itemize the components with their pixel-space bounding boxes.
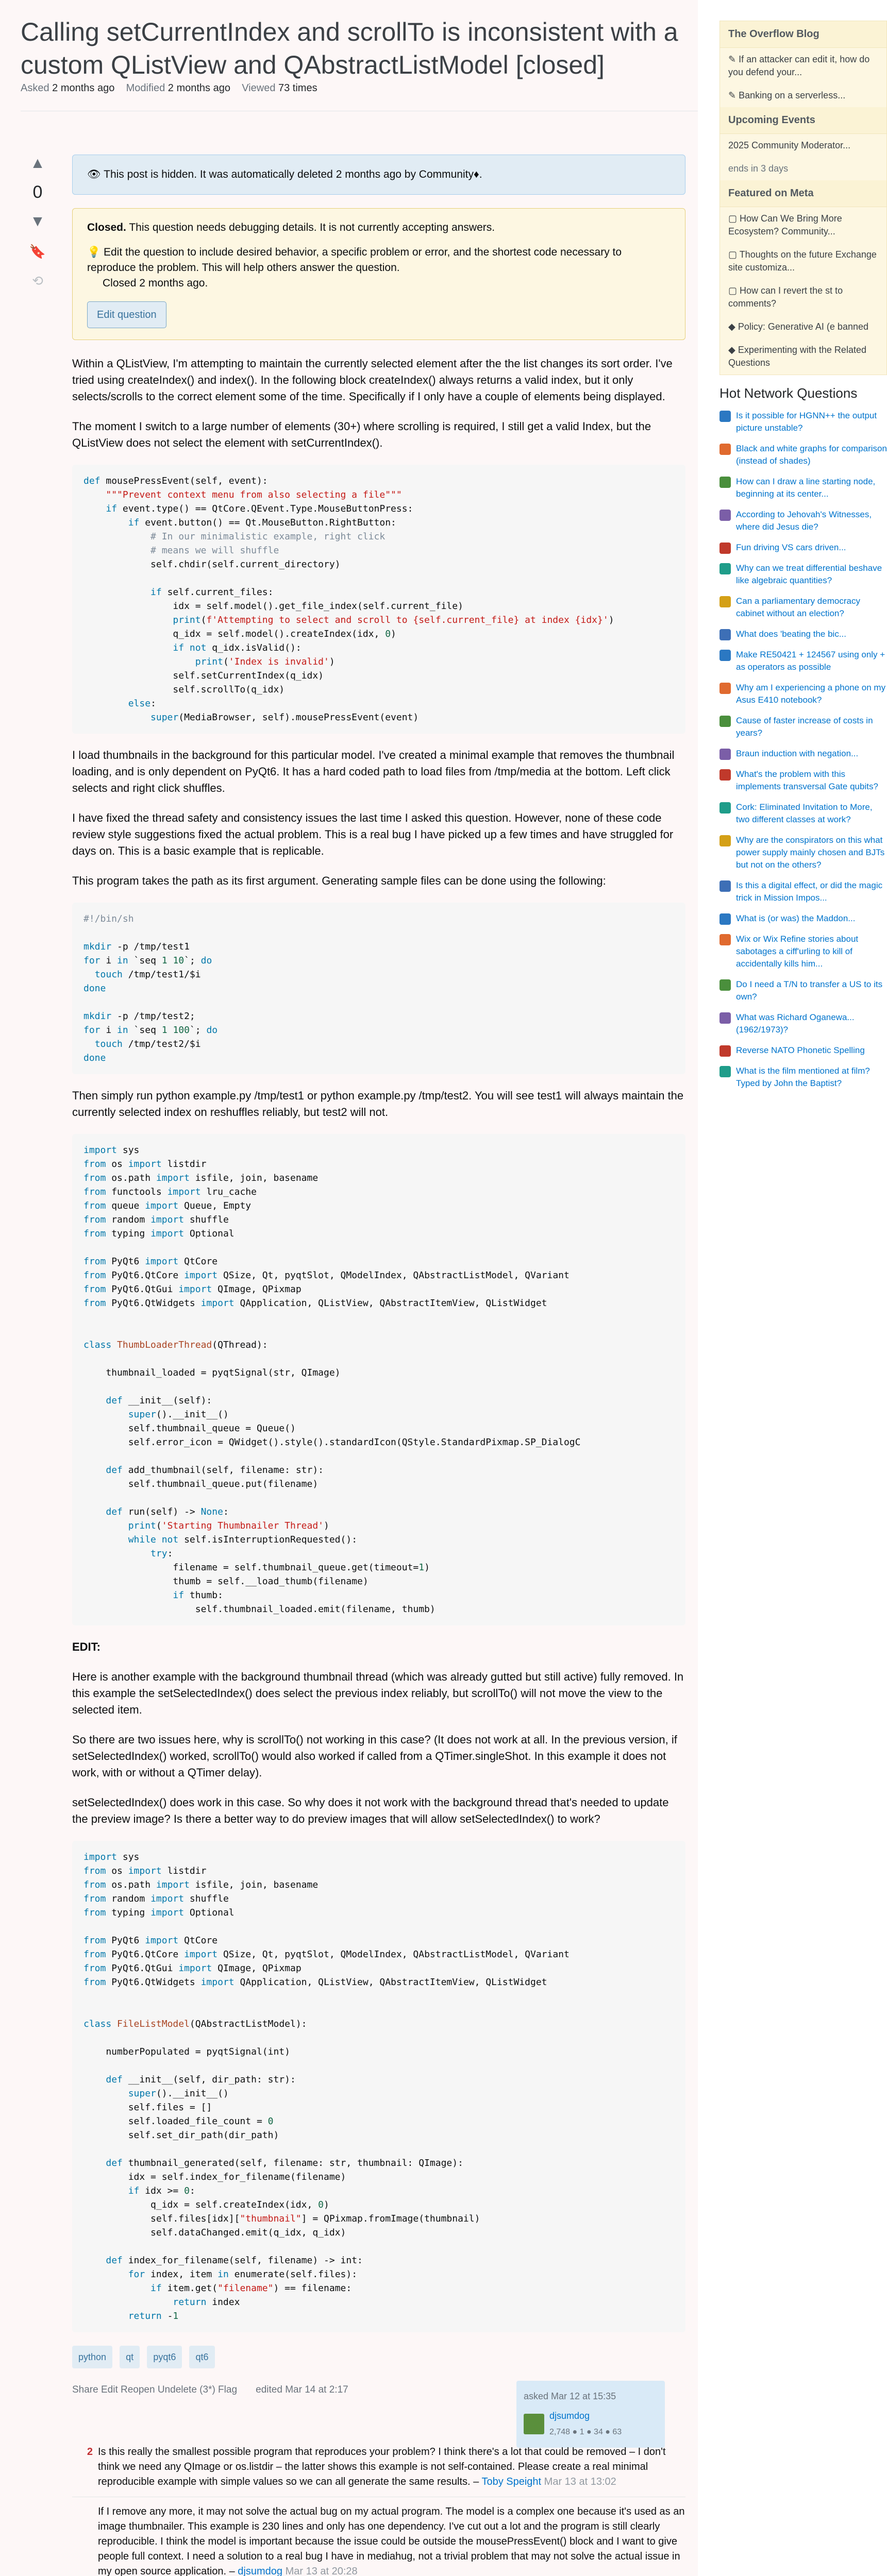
paragraph-9: setSelectedIndex() does work in this case. So why does it not work with the background thread that's needed to update the preview image? Is there a better way to do preview images that will allow setSelectedIndex() to work?: [72, 1796, 669, 1825]
question-body: [72, 155, 685, 2576]
hnq-item[interactable]: [719, 933, 887, 970]
hnq-link[interactable]: What's the problem with this implements transversal Gate qubits?: [736, 769, 878, 791]
meta-item[interactable]: ◆ Policy: Generative AI (e banned: [720, 315, 886, 338]
hnq-item[interactable]: [719, 834, 887, 871]
hnq-item[interactable]: [719, 509, 887, 533]
comment-text: If I remove any more, it may not solve the actual bug on my actual program. The model is a complex one because it's used as an image thumbnailer. This example is 230 lines and only has one dependency. I've cut out a lot and the program is still clearly reproducible. I think the model is important because the issue could be outside the mousePressEvent() block and I want to give people full context. I need a solution to a real bug I have in mediahug, not a trivial problem that may not solve the actual issue in my open source application.: [98, 2506, 685, 2576]
site-icon: [719, 596, 731, 607]
edit-question-button[interactable]: Edit question: [87, 301, 166, 328]
site-icon: [719, 802, 731, 814]
paragraph-2: The moment I switch to a large number of elements (30+) where scrolling is required, I still get a valid Index, but the QListView does not select the element with setCurrentIndex().: [72, 420, 651, 449]
eye-off-icon: 👁: [87, 168, 104, 180]
hnq-link[interactable]: Can a parliamentary democracy cabinet without an election?: [736, 596, 860, 618]
hnq-link[interactable]: Fun driving VS cars driven...: [736, 543, 846, 552]
modified-value: 2 months ago: [168, 82, 230, 94]
hnq-item[interactable]: [719, 1065, 887, 1090]
hnq-item[interactable]: [719, 443, 887, 467]
hnq-link[interactable]: Wix or Wix Refine stories about sabotages a ciff'urling to kill of accidentally kills him...: [736, 934, 859, 969]
site-icon: [719, 650, 731, 661]
comment-date: Mar 13 at 13:02: [544, 2476, 616, 2487]
upvote-icon[interactable]: ▲: [30, 155, 45, 172]
event-ends: ends in 3 days: [720, 157, 886, 180]
hnq-item[interactable]: [719, 476, 887, 500]
paragraph-5: This program takes the path as its first argument. Generating sample files can be done using the following:: [72, 874, 606, 887]
hidden-notice: [72, 155, 685, 195]
code-block-4: import sys from os import listdir from os.path import isfile, join, basename from random import shuffle from typing import Optional from PyQt6 import QtCore from PyQt6.QtCore import QSize, Qt, pyqtSlot, QModelIndex, QAbstractListModel, QVariant from PyQt6.QtGui import QImage, QPixmap from PyQt6.QtWidgets import QApplication, QListView, QAbstractItemView, QListWidget class FileListModel(QAbstractListModel): numberPopulated = pyqtSignal(int) def __init__(self, dir_path: str): super().__init__() self.files = [] self.loaded_file_count = 0 self.set_dir_path(dir_path) def thumbnail_generated(self, filename: str, thumbnail: QImage): idx = self.index_for_filename(filename) if idx >= 0: q_idx = self.createIndex(idx, 0) self.files[idx]["thumbnail"] = QPixmap.fromImage(thumbnail) self.dataChanged.emit(q_idx, q_idx) def index_for_filename(self, filename) -> int: for index, item in enumerate(self.files): if item.get("filename") == filename: return index return -1: [72, 1841, 685, 2332]
edit-heading: EDIT:: [72, 1640, 101, 1653]
hnq-link[interactable]: Why are the conspirators on this what power supply mainly chosen and BJTs but not on the others?: [736, 835, 885, 870]
closed-edit-row: [87, 245, 671, 276]
chat-icon: ▢: [728, 249, 740, 260]
site-icon: [719, 913, 731, 925]
hidden-notice-text: This post is hidden. It was automatically deleted 2 months ago by Community♦.: [104, 168, 482, 180]
comment-user[interactable]: djsumdog: [238, 2566, 283, 2576]
hnq-item[interactable]: [719, 978, 887, 1003]
code-block-1: def mousePressEvent(self, event): """Prevent context menu from also selecting a file""" if event.type() == QtCore.QEvent.Type.MouseButtonPress: if event.button() == Qt.MouseButton.RightButton: # In our minimalistic example, right click # means we will shuffle self.chdir(self.current_directory) if self.current_files: idx = self.model().get_file_index(self.current_file) print(f'Attempting to select and scroll to {self.current_file} at index {idx}') q_idx = self.model().createIndex(idx, 0) if not q_idx.isValid(): print('Index is invalid') self.setCurrentIndex(q_idx) self.scrollTo(q_idx) else: super(MediaBrowser, self).mousePressEvent(event): [72, 465, 685, 734]
site-icon: [719, 835, 731, 846]
comment-score: 2: [87, 2446, 93, 2458]
hnq-item[interactable]: [719, 595, 887, 620]
comment: 2 Is this really the smallest possible program that reproduces your problem? I think there's a lot that could be removed – I don't think we need any QImage or os.listdir – the latter shows this example is not self-contained. Please create a real minimal reproducible example with simple values so we can all generate the same results. – Toby Speight Mar 13 at 13:02: [72, 2437, 685, 2497]
hnq-item[interactable]: [719, 1044, 887, 1057]
hnq-link[interactable]: Do I need a T/N to transfer a US to its own?: [736, 979, 883, 1002]
site-icon: [719, 510, 731, 521]
hnq-heading: Hot Network Questions: [719, 385, 858, 401]
site-icon: [719, 411, 731, 422]
asked-date: asked Mar 12 at 15:35: [524, 2391, 616, 2401]
hnq-item[interactable]: [719, 879, 887, 904]
meta-item[interactable]: ▢ How can I revert the st to comments?: [720, 279, 886, 315]
site-icon: [719, 749, 731, 760]
site-icon: [719, 934, 731, 945]
site-icon: [719, 880, 731, 892]
tag-python[interactable]: python: [72, 2346, 112, 2368]
site-icon: [719, 629, 731, 640]
closed-when: Closed 2 months ago.: [103, 277, 208, 289]
blog-item[interactable]: ✎ Banking on a serverless...: [720, 84, 886, 107]
hnq-item[interactable]: [719, 768, 887, 793]
paragraph-3: I load thumbnails in the background for this particular model. I've created a minimal example that removes the thumbnail loading, and is only dependent on PyQt6. It has a hard coded path to load files from /tmp/media at the bottom. Left click selects and right click shuffles.: [72, 749, 675, 794]
hnq-link[interactable]: Braun induction with negation...: [736, 749, 859, 758]
paragraph-6: Then simply run python example.py /tmp/test1 or python example.py /tmp/test2. You will see test1 will always maintain the currently selected index on reshuffles reliably, but test2 will not.: [72, 1089, 684, 1118]
hnq-item[interactable]: [719, 682, 887, 706]
history-icon[interactable]: ⟲: [32, 273, 43, 289]
bookmark-icon[interactable]: 🔖: [29, 244, 46, 259]
hnq-item[interactable]: [719, 801, 887, 826]
hnq-link[interactable]: Reverse NATO Phonetic Spelling: [736, 1045, 865, 1055]
comment-date: Mar 13 at 20:28: [285, 2566, 358, 2576]
site-icon: [719, 444, 731, 455]
site-icon: [719, 1012, 731, 1024]
code-block-3: import sys from os import listdir from os.path import isfile, join, basename from functools import lru_cache from queue import Queue, Empty from random import shuffle from typing import Optional from PyQt6 import QtCore from PyQt6.QtCore import QSize, Qt, pyqtSlot, QModelIndex, QAbstractListModel, QVariant from PyQt6.QtGui import QImage, QPixmap from PyQt6.QtWidgets import QApplication, QListView, QAbstractItemView, QListWidget class ThumbLoaderThread(QThread): thumbnail_loaded = pyqtSignal(str, QImage) def __init__(self): super().__init__() self.thumbnail_queue = Queue() self.error_icon = QWidget().style().standardIcon(QStyle.StandardPixmap.SP_DialogC def add_thumbnail(self, filename: str): self.thumbnail_queue.put(filename) def run(self) -> None: print('Starting Thumbnailer Thread') while not self.isInterruptionRequested(): try: filename = self.thumbnail_queue.get(timeout=1) thumb = self.__load_thumb(filename) if thumb: self.thumbnail_loaded.emit(filename, thumb): [72, 1134, 685, 1625]
tag-qt[interactable]: qt: [120, 2346, 140, 2368]
hnq-item[interactable]: [719, 410, 887, 434]
post-menu[interactable]: Share Edit Reopen Undelete (3*) Flag: [72, 2384, 238, 2395]
hnq-link[interactable]: Is it possible for HGNN++ the output picture unstable?: [736, 411, 877, 433]
hnq-item[interactable]: [719, 628, 887, 640]
closed-edit-text: Edit the question to include desired behavior, a specific problem or error, and the shortest code necessary to reproduce the problem. This will help others answer the question.: [87, 246, 622, 274]
hnq-link[interactable]: Make RE50421 + 124567 using only + as operators as possible: [736, 650, 885, 672]
hnq-item[interactable]: [719, 541, 887, 554]
hnq-link[interactable]: What is the film mentioned at film? Typed by John the Baptist?: [736, 1066, 870, 1088]
closed-text: This question needs debugging details. It is not currently accepting answers.: [129, 222, 495, 233]
site-icon: [719, 979, 731, 991]
site-icon: [719, 1045, 731, 1057]
owner-reputation: 2,748 ● 1 ● 34 ● 63: [549, 2428, 622, 2436]
comment: If I remove any more, it may not solve the actual bug on my actual program. The model is a complex one because it's used as an image thumbnailer. This example is 230 lines and only has one dependency. I've cut out a lot and the program is still clearly reproducible. I think the model is important because the issue could be outside the mousePressEvent() block and I want to give people full context. I need a solution to a real bug I have in mediahug, not a trivial problem that may not solve the actual issue in my open source application. – djsumdog Mar 13 at 20:28: [72, 2497, 685, 2576]
hnq-list: [719, 410, 887, 1090]
asked-value: 2 months ago: [52, 82, 115, 94]
post-footer: [72, 2381, 685, 2437]
site-icon: [719, 1066, 731, 1077]
meta-item[interactable]: ◆ Experimenting with the Related Questions: [720, 338, 886, 375]
viewed-value: 73 times: [278, 82, 317, 94]
hnq-link[interactable]: Is this a digital effect, or did the magic trick in Mission Impos...: [736, 880, 883, 903]
hnq-link[interactable]: Cause of faster increase of costs in years?: [736, 716, 873, 738]
asked-label: Asked: [21, 82, 49, 94]
paragraph-4: I have fixed the thread safety and consistency issues the last time I asked this question. However, none of these code review style suggestions fixed the actual problem. This is a real bug I have picked up a few times and have struggled for days on. This is a basic example that is replicable.: [72, 811, 674, 857]
hnq-link[interactable]: According to Jehovah's Witnesses, where did Jesus die?: [736, 510, 872, 532]
site-icon: [719, 683, 731, 694]
edited-link[interactable]: edited Mar 14 at 2:17: [256, 2384, 348, 2395]
tag-list: [72, 2346, 685, 2368]
events-heading: Upcoming Events: [720, 107, 886, 134]
blog-heading: The Overflow Blog: [720, 21, 886, 48]
hnq-item[interactable]: [719, 1011, 887, 1036]
hot-network-questions: [719, 375, 887, 1090]
site-icon: [719, 769, 731, 781]
owner-name[interactable]: djsumdog: [549, 2411, 590, 2421]
vote-cell: [20, 155, 56, 289]
hnq-link[interactable]: What does 'beating the bic...: [736, 629, 846, 639]
question-title[interactable]: Calling setCurrentIndex and scrollTo is inconsistent with a custom QListView and QAbstractListModel [closed]: [21, 18, 678, 79]
site-icon: [719, 563, 731, 574]
vote-count: 0: [32, 182, 43, 202]
paragraph-8: So there are two issues here, why is scrollTo() not working in this case? (It does not work at all. In the previous version, if setSelectedIndex() worked, scrollTo() would also worked if called from a QTimer.singleShot. In this example it does not work, with or without a QTimer delay).: [72, 1733, 677, 1779]
event-item[interactable]: 2025 Community Moderator...: [720, 134, 886, 157]
lightbulb-icon: 💡: [87, 246, 104, 258]
hnq-link[interactable]: What was Richard Oganewa... (1962/1973)?: [736, 1012, 855, 1035]
comment-list: [72, 2437, 685, 2576]
paragraph-7: Here is another example with the background thumbnail thread (which was already gutted but still active) fully removed. In this example the setSelectedIndex() does select the previous index reliably, but scrollTo() will not move the view to the selected item.: [72, 1670, 684, 1716]
comment-user[interactable]: Toby Speight: [481, 2476, 542, 2487]
stackexchange-icon: ◆: [728, 321, 738, 332]
meta-heading: Featured on Meta: [720, 180, 886, 207]
question-meta: [21, 82, 317, 94]
site-icon: [719, 543, 731, 554]
closed-title: Closed.: [87, 222, 126, 233]
modified-label: Modified: [126, 82, 165, 94]
viewed-label: Viewed: [242, 82, 276, 94]
hnq-item[interactable]: [719, 649, 887, 673]
hnq-link[interactable]: Why am I experiencing a phone on my Asus E410 notebook?: [736, 683, 886, 705]
chat-icon: ▢: [728, 285, 740, 296]
stackexchange-icon: ◆: [728, 345, 738, 355]
chat-icon: ▢: [728, 213, 740, 224]
paragraph-1: Within a QListView, I'm attempting to maintain the currently selected element after the the list changes its sort order. I've tried using createIndex() and index(). In the following block createIndex() always returns a valid index, but it only selects/scrolls to the correct element some of the time. Specifically if I only have a couple of elements being displayed.: [72, 357, 673, 403]
hnq-item[interactable]: [719, 562, 887, 587]
downvote-icon[interactable]: ▼: [30, 213, 45, 230]
hnq-link[interactable]: Cork: Eliminated Invitation to More, two different classes at work?: [736, 802, 873, 824]
tag-pyqt6[interactable]: pyqt6: [147, 2346, 182, 2368]
code-block-2: #!/bin/sh mkdir -p /tmp/test1 for i in `seq 1 10`; do touch /tmp/test1/$i done mkdir -p /tmp/test2; for i in `seq 1 100`; do touch /tmp/test2/$i done: [72, 903, 685, 1074]
site-icon: [719, 716, 731, 727]
pencil-icon: ✎: [728, 90, 739, 100]
site-icon: [719, 477, 731, 488]
sidebar: [719, 0, 887, 2576]
hnq-item[interactable]: [719, 912, 887, 925]
sidebar-blog: [719, 21, 887, 375]
meta-item[interactable]: ▢ Thoughts on the future Exchange site customiza...: [720, 243, 886, 279]
hnq-link[interactable]: Why can we treat differential beshave like algebraic quantities?: [736, 563, 882, 585]
comment-text: Is this really the smallest possible program that reproduces your problem? I think there's a lot that could be removed – I don't think we need any QImage or os.listdir – the latter shows this example is not self-contained. Please create a real minimal reproducible example with simple values so we can all generate the same results.: [98, 2446, 666, 2487]
hnq-item[interactable]: [719, 715, 887, 739]
hnq-link[interactable]: Black and white graphs for comparison (instead of shades): [736, 444, 887, 466]
closed-notice: [72, 208, 685, 340]
tag-qt6[interactable]: qt6: [189, 2346, 214, 2368]
avatar[interactable]: [524, 2414, 544, 2434]
meta-item[interactable]: ▢ How Can We Bring More Ecosystem? Community...: [720, 207, 886, 243]
hnq-item[interactable]: [719, 748, 887, 760]
hnq-link[interactable]: What is (or was) the Maddon...: [736, 913, 856, 923]
pencil-icon: ✎: [728, 54, 739, 64]
blog-item[interactable]: ✎ If an attacker can edit it, how do you defend your...: [720, 48, 886, 84]
hnq-link[interactable]: How can I draw a line starting node, beginning at its center...: [736, 477, 876, 499]
